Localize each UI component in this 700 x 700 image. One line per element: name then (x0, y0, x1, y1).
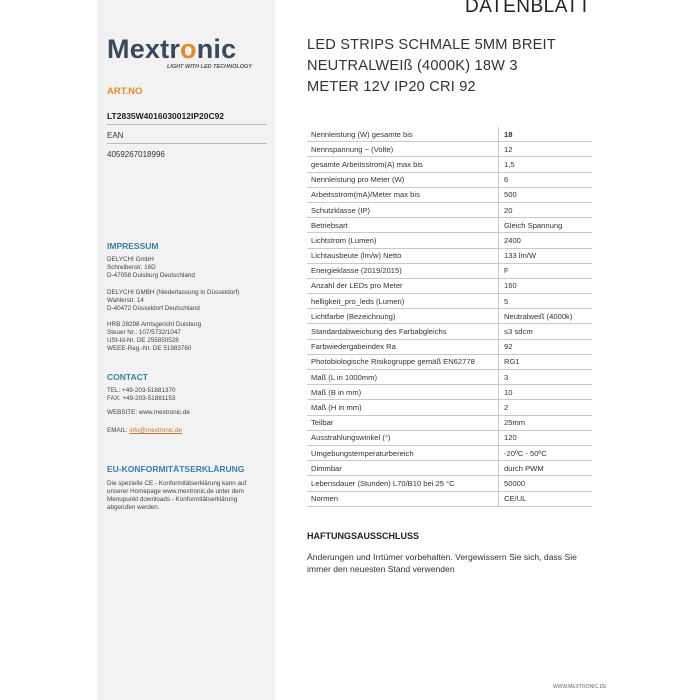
spec-row (307, 187, 592, 202)
spec-row (307, 278, 592, 293)
spec-key: Normen (307, 491, 499, 506)
spec-row (307, 127, 592, 142)
logo-tagline: LIGHT WITH LED TECHNOLOGY (167, 64, 252, 70)
contact-heading: CONTACT (107, 372, 148, 382)
spec-row (307, 385, 592, 400)
spec-key: Lichtausbeute (lm/w) Netto (307, 248, 499, 263)
divider (107, 124, 267, 125)
spec-value: ≤3 sdcm (499, 324, 593, 339)
spec-key: Energieklasse (2019/2015) (307, 263, 499, 278)
ean-value: 4059267018996 (107, 150, 165, 159)
spec-key: Farbwiedergabeindex Ra (307, 339, 499, 354)
spec-key: Nennleistung (W) gesamte bis (307, 127, 499, 142)
spec-key: Maß (B in mm) (307, 385, 499, 400)
spec-key: Arbeitsstrom(mA)/Meter max bis (307, 187, 499, 202)
ean-label: EAN (107, 131, 124, 140)
spec-key: Maß (L in 1000mm) (307, 370, 499, 385)
impressum-heading: IMPRESSUM (107, 241, 159, 251)
spec-key: Betriebsart (307, 218, 499, 233)
spec-value: 18 (499, 127, 593, 142)
spec-row (307, 233, 592, 248)
spec-row (307, 339, 592, 354)
spec-key: Lichtstrom (Lumen) (307, 233, 499, 248)
spec-value: 5 (499, 294, 593, 309)
spec-key: Lebensdauer (Stunden) L70/B10 bei 25 °C (307, 476, 499, 491)
spec-value: RG1 (499, 354, 593, 369)
spec-value: F (499, 263, 593, 278)
spec-row (307, 354, 592, 369)
spec-row (307, 415, 592, 430)
spec-row (307, 445, 592, 460)
spec-value: 2400 (499, 233, 593, 248)
spec-row (307, 142, 592, 157)
contact-website[interactable]: WEBSITE: www.mextronic.de (107, 409, 190, 416)
document-title: DATENBLATT (465, 0, 591, 17)
eu-conformity-text: Die spezielle CE - Konformitätserklärung kann auf unserer Homepage www.mextronic.de unter dem Menupunkt downloads - Konformitätserklärung abgerufen werden. (107, 480, 247, 511)
product-title: LED STRIPS SCHMALE 5MM BREIT NEUTRALWEIß (4000K) 18W 3 METER 12V IP20 CRI 92 (307, 37, 556, 95)
spec-row (307, 461, 592, 476)
spec-row (307, 370, 592, 385)
spec-row (307, 400, 592, 415)
spec-key: Schutzklasse (IP) (307, 202, 499, 217)
spec-key: Photobiologische Risikogruppe gemäß EN62778 (307, 354, 499, 369)
mextronic-logo (107, 34, 267, 70)
art-no-label: ART.NO (107, 86, 143, 97)
spec-value: Neutralweiß (4000k) (499, 309, 593, 324)
spec-key: Maß (H in mm) (307, 400, 499, 415)
spec-value: 500 (499, 187, 593, 202)
spec-key: Anzahl der LEDs pro Meter (307, 278, 499, 293)
spec-value: 25mm (499, 415, 593, 430)
spec-value: 120 (499, 430, 593, 445)
disclaimer-text: Änderungen und Irrtümer vorbehalten. Vergewissern Sie sich, dass Sie immer den neuesten Stand verwenden (307, 552, 577, 574)
spec-value: Gleich Spannung (499, 218, 593, 233)
spec-value: CE/UL (499, 491, 593, 506)
spec-row (307, 218, 592, 233)
spec-key: Dimmbar (307, 461, 499, 476)
eu-conformity-heading: EU-KONFORMITÄTSERKLÄRUNG (107, 464, 245, 474)
spec-value: 10 (499, 385, 593, 400)
spec-row (307, 157, 592, 172)
spec-key: helligkeit_pro_leds (Lumen) (307, 294, 499, 309)
spec-key: Standardabweichung des Farbabgleichs (307, 324, 499, 339)
spec-value: durch PWM (499, 461, 593, 476)
impressum-registry: HRB 28298 Amtsgericht Duisburg Steuer Nr.: 107/5732/1047 USt-Id-Nr. DE 255850528 WEEE-Reg.-Nr. DE 51983760 (107, 321, 202, 352)
spec-row (307, 172, 592, 187)
logo-wordmark: Mextronic (107, 34, 237, 64)
spec-key: Nennleistung pro Meter (W) (307, 172, 499, 187)
spec-value: 50000 (499, 476, 593, 491)
spec-row (307, 202, 592, 217)
contact-phone: TEL: +49-203-51881370 FAX: +49-203-51881153 (107, 387, 176, 402)
sidebar (97, 0, 275, 700)
spec-row (307, 294, 592, 309)
spec-row (307, 248, 592, 263)
spec-key: gesamte Arbeitsstrom(A) max bis (307, 157, 499, 172)
spec-key: Lichtfarbe (Bezeichnung) (307, 309, 499, 324)
spec-value: 3 (499, 370, 593, 385)
spec-row (307, 309, 592, 324)
divider (107, 143, 267, 144)
spec-value: 6 (499, 172, 593, 187)
spec-row (307, 324, 592, 339)
spec-row (307, 476, 592, 491)
spec-row (307, 430, 592, 445)
spec-value: 133 lm/W (499, 248, 593, 263)
spec-value: 1,5 (499, 157, 593, 172)
spec-value: 160 (499, 278, 593, 293)
spec-key: Teilbar (307, 415, 499, 430)
spec-row (307, 263, 592, 278)
spec-value: 92 (499, 339, 593, 354)
impressum-address-2: DELYCHI GMBH (Niederlassung in Düsseldorf) Wahlerstr. 14 D-40472 Düsseldorf Deutschland (107, 289, 240, 312)
contact-email: EMAIL: info@mextronic.de (107, 427, 182, 434)
disclaimer-heading: HAFTUNGSAUSSCHLUSS (307, 531, 420, 541)
spec-key: Nennspannung ~ (Volte) (307, 142, 499, 157)
spec-value: 2 (499, 400, 593, 415)
spec-value: 20 (499, 202, 593, 217)
spec-key: Ausstrahlungswinkel (°) (307, 430, 499, 445)
impressum-address-1: DELYCHI GmbH Schreiberstr. 16D D-47058 Duisburg Deutschland (107, 256, 195, 279)
spec-table (307, 127, 592, 507)
art-no-value: LT2835W4016030012IP20C92 (107, 111, 225, 121)
email-link[interactable]: info@mextronic.de (129, 427, 182, 434)
footer-url: WWW.MEXTRONIC.DE (553, 684, 607, 690)
spec-value: 12 (499, 142, 593, 157)
spec-row (307, 491, 592, 506)
spec-key: Umgebungstemperaturbereich (307, 445, 499, 460)
spec-value: -20ºC - 50ºC (499, 445, 593, 460)
